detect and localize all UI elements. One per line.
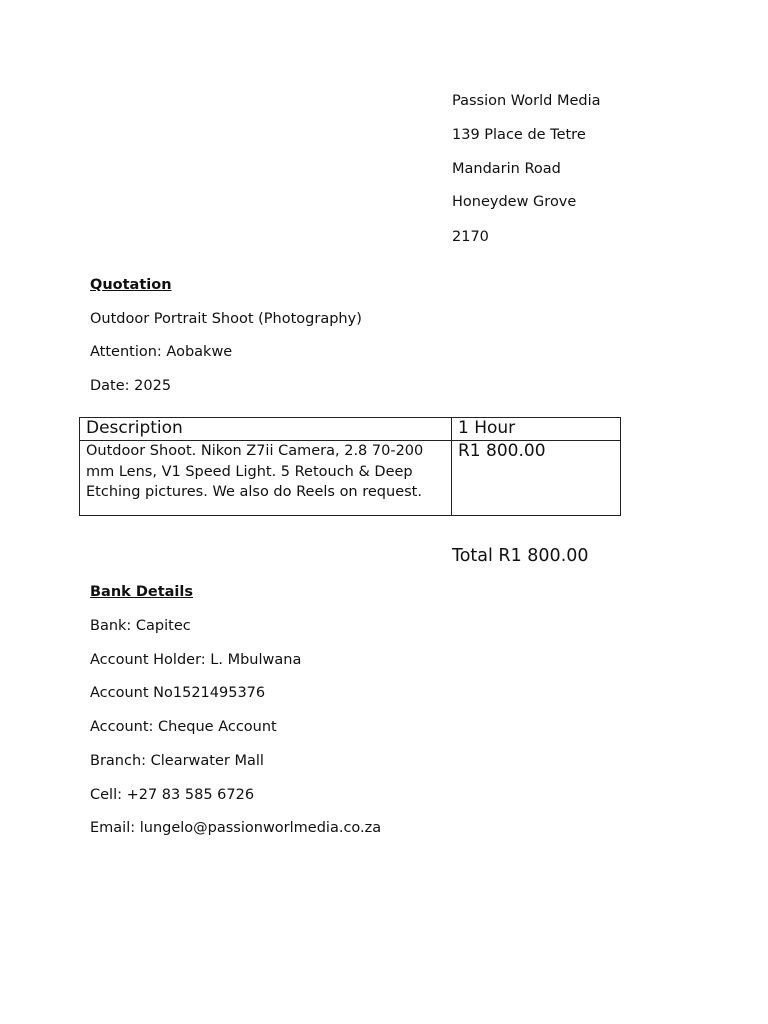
address-line-2: Mandarin Road bbox=[452, 161, 561, 177]
row-description: Outdoor Shoot. Nikon Z7ii Camera, 2.8 70-200 mm Lens, V1 Speed Light. 5 Retouch & Deep Etching pictures. We also do Reels on request. bbox=[80, 441, 452, 516]
bank-details-heading: Bank Details bbox=[90, 584, 194, 600]
account-number: Account No1521495376 bbox=[90, 685, 266, 701]
address-line-1: 139 Place de Tetre bbox=[452, 127, 586, 143]
bank-name: Bank: Capitec bbox=[90, 618, 191, 634]
date-line: Date: 2025 bbox=[90, 378, 172, 394]
account-holder: Account Holder: L. Mbulwana bbox=[90, 652, 302, 668]
address-line-3: Honeydew Grove bbox=[452, 194, 577, 210]
service-title: Outdoor Portrait Shoot (Photography) bbox=[90, 311, 362, 327]
attention-line: Attention: Aobakwe bbox=[90, 344, 233, 360]
quotation-heading: Quotation bbox=[90, 277, 172, 293]
quotation-table bbox=[79, 417, 621, 516]
email-address: Email: lungelo@passionworlmedia.co.za bbox=[90, 820, 382, 836]
table-row bbox=[80, 441, 621, 516]
company-name: Passion World Media bbox=[452, 93, 601, 109]
row-price: R1 800.00 bbox=[452, 441, 621, 516]
table-header-row bbox=[80, 418, 621, 441]
postal-code: 2170 bbox=[452, 229, 489, 245]
cell-number: Cell: +27 83 585 6726 bbox=[90, 787, 255, 803]
header-duration: 1 Hour bbox=[452, 418, 621, 441]
header-description: Description bbox=[80, 418, 452, 441]
branch: Branch: Clearwater Mall bbox=[90, 753, 264, 769]
total-amount: Total R1 800.00 bbox=[452, 546, 589, 566]
account-type: Account: Cheque Account bbox=[90, 719, 277, 735]
